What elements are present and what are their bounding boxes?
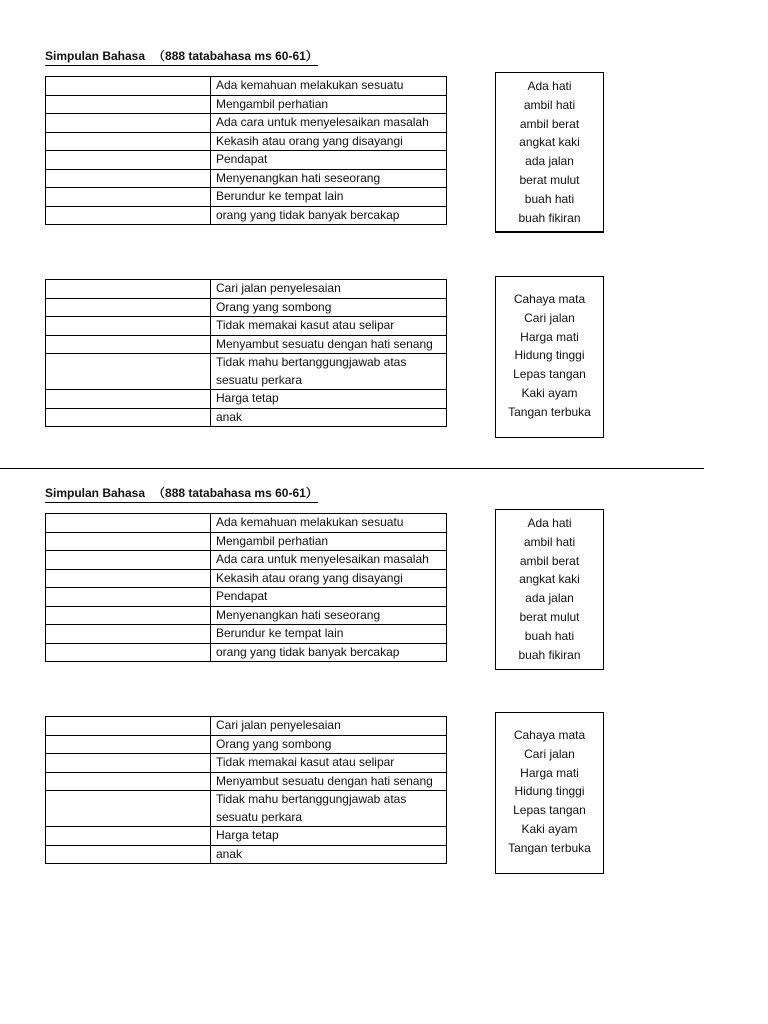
answer-cell[interactable] bbox=[46, 317, 211, 336]
answer-cell[interactable] bbox=[46, 335, 211, 354]
meaning-cell: anak bbox=[211, 408, 447, 427]
idiom-word: Cahaya mata bbox=[513, 292, 586, 306]
table-row bbox=[46, 845, 447, 864]
idiom-word: ada jalan bbox=[525, 591, 574, 606]
meaning-cell: orang yang tidak banyak bercakap bbox=[211, 206, 447, 225]
idiom-word: Ada hati bbox=[527, 79, 572, 93]
meaning-cell: Pendapat bbox=[211, 151, 447, 170]
table-row bbox=[46, 569, 447, 588]
idiom-word: buah hati bbox=[524, 628, 575, 643]
idiom-word: ambil berat bbox=[519, 116, 580, 131]
answer-cell[interactable] bbox=[46, 188, 211, 207]
answer-cell[interactable] bbox=[46, 151, 211, 170]
idiom-table-3 bbox=[45, 513, 447, 662]
idiom-table-2 bbox=[45, 279, 447, 427]
answer-cell[interactable] bbox=[46, 643, 211, 662]
meaning-cell: Berundur ke tempat lain bbox=[211, 625, 447, 644]
meaning-cell: Ada cara untuk menyelesaikan masalah bbox=[211, 551, 447, 570]
idiom-word: Tangan terbuka bbox=[508, 404, 591, 419]
table-row bbox=[46, 95, 447, 114]
meaning-cell: Tidak memakai kasut atau selipar bbox=[211, 754, 447, 773]
meaning-cell: Cari jalan penyelesaian bbox=[211, 717, 447, 736]
table-row bbox=[46, 717, 447, 736]
meaning-cell: Pendapat bbox=[211, 588, 447, 607]
idiom-word: ambil hati bbox=[523, 534, 576, 549]
table-row bbox=[46, 132, 447, 151]
table-row bbox=[46, 532, 447, 551]
answer-cell[interactable] bbox=[46, 390, 211, 409]
meaning-cell: anak bbox=[211, 845, 447, 864]
table-row bbox=[46, 588, 447, 607]
meaning-cell: Harga tetap bbox=[211, 390, 447, 409]
table-row bbox=[46, 114, 447, 133]
table-row bbox=[46, 625, 447, 644]
table-row bbox=[46, 169, 447, 188]
idiom-word-box-2 bbox=[495, 276, 604, 438]
idiom-word: buah hati bbox=[524, 191, 575, 206]
table-row bbox=[46, 77, 447, 96]
answer-cell[interactable] bbox=[46, 532, 211, 551]
meaning-cell: Mengambil perhatian bbox=[211, 532, 447, 551]
answer-cell[interactable] bbox=[46, 606, 211, 625]
table-row bbox=[46, 354, 447, 390]
answer-cell[interactable] bbox=[46, 827, 211, 846]
idiom-word: buah fikiran bbox=[518, 210, 581, 225]
meaning-cell: Orang yang sombong bbox=[211, 735, 447, 754]
idiom-word: berat mulut bbox=[519, 172, 580, 187]
idiom-word: Lepas tangan bbox=[513, 803, 586, 818]
idiom-word: Hidung tinggi bbox=[514, 784, 585, 799]
idiom-word: Cari jalan bbox=[524, 746, 575, 761]
answer-cell[interactable] bbox=[46, 845, 211, 864]
answer-cell[interactable] bbox=[46, 754, 211, 773]
table-row bbox=[46, 643, 447, 662]
idiom-word: buah fikiran bbox=[518, 647, 581, 662]
answer-cell[interactable] bbox=[46, 132, 211, 151]
answer-cell[interactable] bbox=[46, 280, 211, 299]
table-row bbox=[46, 735, 447, 754]
answer-cell[interactable] bbox=[46, 298, 211, 317]
idiom-word: Cari jalan bbox=[524, 310, 575, 325]
answer-cell[interactable] bbox=[46, 354, 211, 390]
table-row bbox=[46, 827, 447, 846]
table-row bbox=[46, 606, 447, 625]
heading-reference: （888 tatabahasa ms 60-61） bbox=[153, 486, 318, 500]
meaning-cell: Kekasih atau orang yang disayangi bbox=[211, 569, 447, 588]
idiom-word: Tangan terbuka bbox=[508, 840, 591, 855]
section-heading bbox=[45, 484, 318, 503]
heading-reference: （888 tatabahasa ms 60-61） bbox=[153, 49, 318, 63]
table-row bbox=[46, 791, 447, 827]
answer-cell[interactable] bbox=[46, 77, 211, 96]
idiom-word: angkat kaki bbox=[519, 135, 580, 150]
meaning-cell: Tidak mahu bertanggungjawab atas sesuatu perkara bbox=[211, 354, 447, 390]
idiom-word-box-3 bbox=[495, 509, 604, 670]
idiom-word: ada jalan bbox=[525, 154, 574, 169]
meaning-cell: Menyambut sesuatu dengan hati senang bbox=[211, 335, 447, 354]
answer-cell[interactable] bbox=[46, 791, 211, 827]
table-row bbox=[46, 206, 447, 225]
table-row bbox=[46, 390, 447, 409]
answer-cell[interactable] bbox=[46, 625, 211, 644]
table-row bbox=[46, 551, 447, 570]
idiom-word: ambil berat bbox=[519, 553, 580, 568]
answer-cell[interactable] bbox=[46, 717, 211, 736]
idiom-word: Cahaya mata bbox=[513, 728, 586, 742]
answer-cell[interactable] bbox=[46, 569, 211, 588]
answer-cell[interactable] bbox=[46, 95, 211, 114]
meaning-cell: Ada cara untuk menyelesaikan masalah bbox=[211, 114, 447, 133]
idiom-word: Lepas tangan bbox=[513, 367, 586, 382]
heading-title: Simpulan Bahasa bbox=[45, 486, 146, 500]
heading-title: Simpulan Bahasa bbox=[45, 49, 146, 63]
table-row bbox=[46, 280, 447, 299]
meaning-cell: Kekasih atau orang yang disayangi bbox=[211, 132, 447, 151]
meaning-cell: Ada kemahuan melakukan sesuatu bbox=[211, 514, 447, 533]
table-row bbox=[46, 298, 447, 317]
table-row bbox=[46, 514, 447, 533]
table-row bbox=[46, 151, 447, 170]
meaning-cell: Menyambut sesuatu dengan hati senang bbox=[211, 772, 447, 791]
table-row bbox=[46, 335, 447, 354]
idiom-word: ambil hati bbox=[523, 97, 576, 112]
idiom-word: Kaki ayam bbox=[521, 821, 578, 836]
idiom-table-1 bbox=[45, 76, 447, 225]
idiom-word-box-4 bbox=[495, 712, 604, 874]
idiom-word: Harga mati bbox=[520, 765, 579, 780]
meaning-cell: Orang yang sombong bbox=[211, 298, 447, 317]
idiom-word: Harga mati bbox=[520, 329, 579, 344]
section-heading bbox=[45, 47, 318, 66]
table-row bbox=[46, 317, 447, 336]
table-row bbox=[46, 408, 447, 427]
idiom-word: Hidung tinggi bbox=[514, 348, 585, 363]
idiom-word: angkat kaki bbox=[519, 572, 580, 587]
answer-cell[interactable] bbox=[46, 114, 211, 133]
table-row bbox=[46, 188, 447, 207]
answer-cell[interactable] bbox=[46, 169, 211, 188]
idiom-word: berat mulut bbox=[519, 609, 580, 624]
meaning-cell: Tidak memakai kasut atau selipar bbox=[211, 317, 447, 336]
idiom-word-box-1 bbox=[495, 72, 604, 233]
table-row bbox=[46, 772, 447, 791]
idiom-word: Ada hati bbox=[527, 516, 572, 530]
meaning-cell: Cari jalan penyelesaian bbox=[211, 280, 447, 299]
answer-cell[interactable] bbox=[46, 588, 211, 607]
meaning-cell: Harga tetap bbox=[211, 827, 447, 846]
answer-cell[interactable] bbox=[46, 551, 211, 570]
answer-cell[interactable] bbox=[46, 206, 211, 225]
meaning-cell: Berundur ke tempat lain bbox=[211, 188, 447, 207]
meaning-cell: Menyenangkan hati seseorang bbox=[211, 169, 447, 188]
idiom-word: Kaki ayam bbox=[521, 385, 578, 400]
meaning-cell: Ada kemahuan melakukan sesuatu bbox=[211, 77, 447, 96]
meaning-cell: orang yang tidak banyak bercakap bbox=[211, 643, 447, 662]
meaning-cell: Menyenangkan hati seseorang bbox=[211, 606, 447, 625]
meaning-cell: Mengambil perhatian bbox=[211, 95, 447, 114]
idiom-table-4 bbox=[45, 716, 447, 864]
answer-cell[interactable] bbox=[46, 735, 211, 754]
table-row bbox=[46, 754, 447, 773]
answer-cell[interactable] bbox=[46, 514, 211, 533]
cut-line-divider bbox=[0, 468, 704, 469]
answer-cell[interactable] bbox=[46, 408, 211, 427]
answer-cell[interactable] bbox=[46, 772, 211, 791]
meaning-cell: Tidak mahu bertanggungjawab atas sesuatu perkara bbox=[211, 791, 447, 827]
